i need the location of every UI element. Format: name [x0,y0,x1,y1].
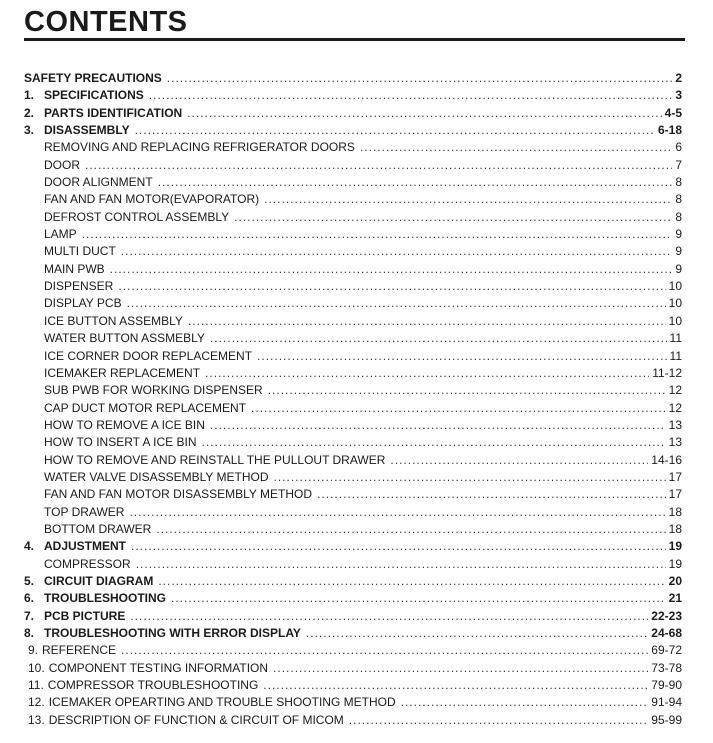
toc-entry[interactable] [24,106,682,123]
toc-entry-leader [121,643,648,657]
toc-entry[interactable] [24,383,682,400]
toc-entry-number: 2. [24,105,35,120]
toc-entry[interactable] [24,140,682,157]
toc-entry-page: 8 [675,209,682,224]
toc-entry-leader [136,557,666,571]
toc-entry-leader [127,296,666,310]
toc-entry[interactable] [24,192,682,209]
toc-entry[interactable] [24,453,682,470]
toc-entry-label: PARTS IDENTIFICATION [44,105,183,120]
toc-entry-label: REFERENCE [42,643,117,658]
toc-entry[interactable] [24,331,682,348]
toc-entry-page: 17 [668,469,682,484]
toc-entry-label: DOOR ALIGNMENT [44,175,153,190]
toc-entry-label: ICEMAKER OPEARTING AND TROUBLE SHOOTING METHOD [48,695,396,710]
toc-entry-leader [149,88,673,102]
toc-entry-leader [130,609,648,623]
toc-entry-leader [129,505,665,519]
toc-entry-leader [188,314,666,328]
toc-entry-label: PCB PICTURE [44,608,126,623]
toc-entry[interactable] [24,314,682,331]
toc-entry-leader [268,383,666,397]
toc-entry-leader [257,349,667,363]
toc-entry-page: 8 [675,192,682,207]
toc-entry-page: 95-99 [651,712,682,727]
toc-entry-page: 18 [668,504,682,519]
toc-entry-leader [210,331,667,345]
toc-entry-label: FAN AND FAN MOTOR(EVAPORATOR) [44,192,260,207]
toc-entry-label: FAN AND FAN MOTOR DISASSEMBLY METHOD [44,487,313,502]
toc-entry-label: SPECIFICATIONS [44,88,144,103]
toc-entry[interactable] [24,418,682,435]
toc-entry-page: 10 [668,313,682,328]
toc-entry-label: MULTI DUCT [44,244,116,259]
toc-entry-page: 9 [675,227,682,242]
toc-entry-leader [273,661,648,675]
toc-entry[interactable] [24,366,682,383]
toc-entry-leader [360,140,672,154]
toc-entry-leader [158,175,673,189]
toc-entry[interactable] [24,591,682,608]
toc-entry-label: HOW TO INSERT A ICE BIN [44,435,197,450]
toc-entry-leader [158,574,665,588]
toc-entry-leader [234,210,672,224]
toc-entry-label: DESCRIPTION OF FUNCTION & CIRCUIT OF MICOM [48,712,344,727]
toc-entry[interactable] [24,643,682,660]
toc-entry-page: 9 [675,244,682,259]
toc-entry-label: REMOVING AND REPLACING REFRIGERATOR DOORS [44,140,355,155]
toc-entry-leader [118,279,665,293]
toc-entry-leader [210,418,666,432]
toc-entry-leader [274,470,666,484]
toc-entry-page: 7 [675,157,682,172]
toc-entry-leader [349,713,649,727]
toc-entry-label: ADJUSTMENT [44,539,127,554]
toc-entry[interactable] [24,401,682,418]
table-of-contents [24,71,682,730]
toc-entry-page: 21 [668,591,682,606]
toc-entry-label: ICEMAKER REPLACEMENT [44,365,201,380]
toc-entry-page: 10 [668,279,682,294]
toc-entry-label: HOW TO REMOVE AND REINSTALL THE PULLOUT DRAWER [44,452,386,467]
title-divider [24,38,685,41]
toc-entry[interactable] [24,296,682,313]
toc-entry-page: 91-94 [651,695,682,710]
toc-entry-leader [251,401,666,415]
toc-entry[interactable] [24,678,682,695]
toc-entry-number: 3. [24,123,35,138]
toc-entry-leader [110,262,673,276]
toc-entry-number: 7. [24,608,35,623]
toc-entry[interactable] [24,626,682,643]
toc-entry-page: 11 [669,348,682,363]
toc-entry[interactable] [24,505,682,522]
toc-entry-leader [135,123,655,137]
toc-entry-label: SUB PWB FOR WORKING DISPENSER [44,383,263,398]
toc-entry[interactable] [24,262,682,279]
toc-entry[interactable] [24,609,682,626]
toc-entry-label: COMPONENT TESTING INFORMATION [48,660,269,675]
toc-entry-page: 79-90 [651,678,682,693]
toc-entry-number: 12. [28,695,45,710]
toc-entry-page: 12 [668,383,682,398]
toc-entry-page: 11-12 [652,365,682,380]
toc-entry-page: 17 [668,487,682,502]
toc-entry[interactable] [24,244,682,261]
toc-entry-number: 9. [28,643,39,658]
toc-entry[interactable] [24,713,682,730]
toc-entry-label: SAFETY PRECAUTIONS [24,71,162,85]
toc-entry[interactable] [24,349,682,366]
toc-entry-page: 10 [668,296,682,311]
toc-entry-leader [201,435,665,449]
toc-entry-leader [82,227,673,241]
toc-entry-number: 8. [24,626,35,640]
toc-entry-leader [121,244,673,258]
toc-entry-label: ICE CORNER DOOR REPLACEMENT [44,348,253,363]
toc-entry-page: 2 [675,71,682,85]
toc-entry-label: TROUBLESHOOTING WITH ERROR DISPLAY [44,626,301,640]
toc-entry-page: 8 [675,175,682,190]
toc-entry-leader [167,71,673,85]
toc-entry-number: 6. [24,591,35,606]
toc-entry-label: LAMP [44,227,77,242]
toc-entry[interactable] [24,487,682,504]
toc-entry-label: ICE BUTTON ASSEMBLY [44,313,183,328]
toc-entry-page: 14-16 [651,452,682,467]
toc-entry-label: CIRCUIT DIAGRAM [44,573,154,588]
toc-entry[interactable] [24,71,682,88]
toc-entry-leader [187,106,661,120]
toc-entry-label: DISASSEMBLY [44,123,130,138]
toc-entry[interactable] [24,279,682,296]
toc-entry[interactable] [24,435,682,452]
toc-entry-number: 10. [28,660,45,675]
toc-entry-page: 13 [668,435,682,450]
toc-entry-page: 6-18 [657,123,682,138]
toc-entry-label: DISPLAY PCB [44,296,122,311]
toc-entry-page: 69-72 [651,643,682,658]
toc-entry-leader [401,695,649,709]
toc-entry-leader [264,192,672,206]
toc-entry-number: 5. [24,573,35,588]
toc-entry[interactable] [24,557,682,574]
toc-entry-page: 73-78 [651,660,682,675]
toc-entry-label: WATER BUTTON ASSMEBLY [44,331,205,346]
toc-entry[interactable] [24,574,682,591]
toc-entry[interactable] [24,661,682,678]
toc-entry[interactable] [24,210,682,227]
toc-entry-label: CAP DUCT MOTOR REPLACEMENT [44,400,247,415]
toc-entry-page: 9 [675,261,682,276]
toc-entry-label: DOOR [44,157,80,172]
toc-entry[interactable] [24,522,682,539]
toc-entry-label: DISPENSER [44,279,114,294]
toc-entry-label: DEFROST CONTROL ASSEMBLY [44,209,230,224]
toc-entry[interactable] [24,123,682,140]
toc-entry[interactable] [24,470,682,487]
toc-entry-page: 24-68 [651,626,682,640]
toc-entry-leader [131,539,666,553]
toc-entry-page: 19 [668,539,682,554]
toc-entry-leader [306,626,648,640]
toc-entry-number: 13. [28,712,45,727]
toc-entry-page: 20 [668,573,682,588]
toc-entry-number: 4. [24,539,35,554]
page-title: CONTENTS [24,6,188,38]
toc-entry-label: TOP DRAWER [44,504,125,519]
toc-entry-label: BOTTOM DRAWER [44,521,152,536]
toc-entry-label: HOW TO REMOVE A ICE BIN [44,417,205,432]
toc-entry[interactable] [24,539,682,556]
toc-entry[interactable] [24,88,682,105]
toc-entry-leader [156,522,665,536]
toc-entry-page: 4-5 [664,105,682,120]
toc-entry[interactable] [24,175,682,192]
toc-entry-page: 13 [668,417,682,432]
toc-entry-label: MAIN PWB [44,261,105,276]
toc-entry[interactable] [24,695,682,712]
toc-entry[interactable] [24,158,682,175]
toc-entry-number: 11. [28,678,44,693]
toc-entry-page: 19 [668,556,682,571]
toc-entry-label: WATER VALVE DISASSEMBLY METHOD [44,469,269,484]
toc-entry-label: COMPRESSOR TROUBLESHOOTING [47,678,259,693]
toc-entry-label: COMPRESSOR [44,556,131,571]
toc-entry-leader [85,158,672,172]
toc-entry-leader [263,678,648,692]
toc-entry-page: 6 [675,140,682,155]
toc-entry-number: 1. [24,88,35,103]
toc-entry-page: 22-23 [651,608,682,623]
toc-entry-page: 18 [668,521,682,536]
toc-entry-page: 11 [669,331,682,346]
toc-entry-leader [390,453,648,467]
toc-entry-leader [205,366,649,380]
toc-entry-page: 12 [668,400,682,415]
toc-entry[interactable] [24,227,682,244]
toc-entry-leader [317,487,666,501]
toc-entry-label: TROUBLESHOOTING [44,591,166,606]
toc-entry-page: 3 [675,88,682,103]
toc-entry-leader [171,591,666,605]
